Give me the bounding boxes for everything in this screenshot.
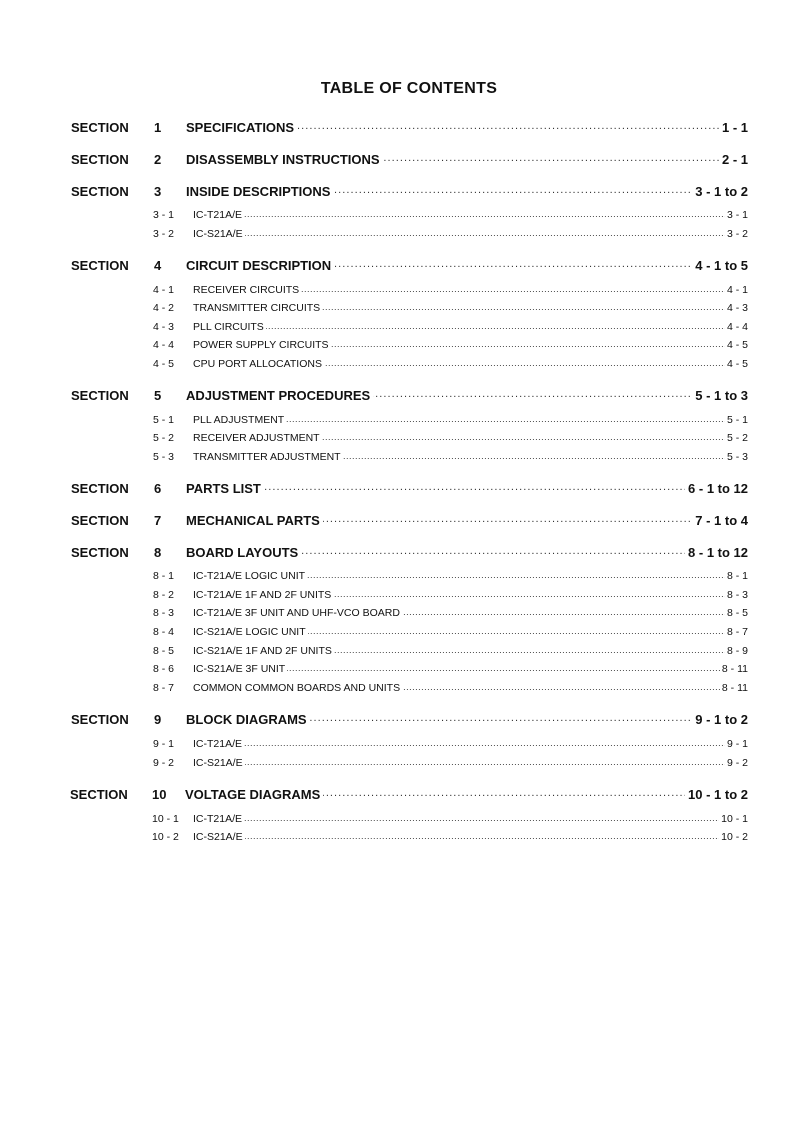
- section-page: 3 - 1 to 2: [692, 184, 748, 199]
- section-label: SECTION: [71, 184, 129, 199]
- subsection-title: IC-T21A/E 1F AND 2F UNITS: [193, 589, 332, 601]
- section-title: DISASSEMBLY INSTRUCTIONS: [186, 152, 383, 167]
- section-number: 6: [154, 481, 162, 496]
- subsection-page: 4 - 5: [726, 339, 748, 351]
- toc-section-8[interactable]: [0, 545, 794, 563]
- subsection-page: 8 - 7: [726, 626, 748, 638]
- subsection-title: COMMON COMMON BOARDS AND UNITS: [193, 682, 401, 694]
- section-number: 7: [154, 513, 162, 528]
- section-page: 6 - 1 to 12: [685, 481, 748, 496]
- subsection-number: 8 - 5: [153, 645, 175, 657]
- section-label: SECTION: [71, 712, 129, 727]
- subsection-title: IC-T21A/E: [193, 738, 243, 750]
- subsection-number: 4 - 4: [153, 339, 175, 351]
- toc-section-10[interactable]: [0, 787, 794, 805]
- subsection-title: RECEIVER ADJUSTMENT: [193, 432, 320, 444]
- subsection-title: TRANSMITTER CIRCUITS: [193, 302, 321, 314]
- section-page: 1 - 1: [719, 120, 748, 135]
- subsection-page: 8 - 11: [721, 682, 748, 694]
- section-page: 5 - 1 to 3: [692, 388, 748, 403]
- section-title: BOARD LAYOUTS: [186, 545, 301, 560]
- subsection-title: IC-T21A/E: [193, 813, 243, 825]
- toc-section-6[interactable]: [0, 481, 794, 499]
- toc-subsection-9-2[interactable]: [0, 757, 794, 772]
- section-label: SECTION: [71, 545, 129, 560]
- section-label: SECTION: [71, 152, 129, 167]
- toc-subsection-8-7[interactable]: [0, 682, 794, 697]
- toc-subsection-8-1[interactable]: [0, 570, 794, 585]
- toc-subsection-9-1[interactable]: [0, 738, 794, 753]
- toc-subsection-8-2[interactable]: [0, 589, 794, 604]
- dot-leader: [193, 321, 748, 331]
- section-page: 2 - 1: [719, 152, 748, 167]
- subsection-number: 9 - 2: [153, 757, 175, 769]
- subsection-page: 8 - 11: [721, 663, 748, 675]
- subsection-page: 8 - 9: [726, 645, 748, 657]
- subsection-page: 10 - 2: [721, 831, 748, 843]
- section-title: CIRCUIT DESCRIPTION: [186, 258, 334, 273]
- toc-subsection-4-1[interactable]: [0, 284, 794, 299]
- toc-subsection-4-2[interactable]: [0, 302, 794, 317]
- section-page: 8 - 1 to 12: [685, 545, 748, 560]
- toc-subsection-8-3[interactable]: [0, 607, 794, 622]
- subsection-number: 9 - 1: [153, 738, 175, 750]
- toc-subsection-3-1[interactable]: [0, 209, 794, 224]
- subsection-title: IC-S21A/E LOGIC UNIT: [193, 626, 306, 638]
- dot-leader: [193, 209, 748, 219]
- subsection-number: 3 - 2: [153, 228, 175, 240]
- subsection-number: 5 - 2: [153, 432, 175, 444]
- subsection-number: 5 - 3: [153, 451, 175, 463]
- dot-leader: [193, 813, 748, 823]
- subsection-page: 3 - 1: [726, 209, 748, 221]
- section-number: 10: [152, 787, 167, 802]
- subsection-number: 3 - 1: [153, 209, 175, 221]
- subsection-page: 10 - 1: [721, 813, 748, 825]
- section-number: 9: [154, 712, 162, 727]
- dot-leader: [193, 228, 748, 238]
- page-title: TABLE OF CONTENTS: [320, 80, 498, 97]
- toc-subsection-4-4[interactable]: [0, 339, 794, 354]
- section-number: 1: [154, 120, 162, 135]
- subsection-page: 9 - 1: [726, 738, 748, 750]
- toc-section-4[interactable]: [0, 258, 794, 276]
- section-page: 4 - 1 to 5: [692, 258, 748, 273]
- subsection-page: 8 - 3: [726, 589, 748, 601]
- section-title: MECHANICAL PARTS: [186, 513, 323, 528]
- subsection-page: 8 - 5: [726, 607, 748, 619]
- subsection-page: 4 - 4: [726, 321, 748, 333]
- subsection-page: 8 - 1: [726, 570, 748, 582]
- section-label: SECTION: [71, 258, 129, 273]
- toc-subsection-8-4[interactable]: [0, 626, 794, 641]
- subsection-page: 5 - 3: [726, 451, 748, 463]
- subsection-number: 8 - 4: [153, 626, 175, 638]
- subsection-number: 10 - 1: [152, 813, 179, 825]
- section-title: ADJUSTMENT PROCEDURES: [186, 388, 373, 403]
- section-page: 7 - 1 to 4: [692, 513, 748, 528]
- section-title: PARTS LIST: [186, 481, 264, 496]
- toc-subsection-5-2[interactable]: [0, 432, 794, 447]
- dot-leader: [193, 831, 748, 841]
- dot-leader: [186, 481, 748, 493]
- subsection-number: 4 - 1: [153, 284, 175, 296]
- subsection-number: 8 - 1: [153, 570, 175, 582]
- toc-section-3[interactable]: [0, 184, 794, 202]
- subsection-title: PLL CIRCUITS: [193, 321, 264, 333]
- subsection-number: 8 - 7: [153, 682, 175, 694]
- section-number: 2: [154, 152, 162, 167]
- subsection-title: TRANSMITTER ADJUSTMENT: [193, 451, 341, 463]
- subsection-title: IC-S21A/E: [193, 228, 243, 240]
- toc-subsection-3-2[interactable]: [0, 228, 794, 243]
- subsection-number: 4 - 5: [153, 358, 175, 370]
- subsection-number: 4 - 3: [153, 321, 175, 333]
- subsection-number: 8 - 3: [153, 607, 175, 619]
- dot-leader: [193, 757, 748, 767]
- section-title: INSIDE DESCRIPTIONS: [186, 184, 333, 199]
- subsection-number: 8 - 6: [153, 663, 175, 675]
- subsection-title: IC-S21A/E: [193, 757, 243, 769]
- subsection-title: IC-T21A/E 3F UNIT AND UHF-VCO BOARD: [193, 607, 400, 619]
- section-title: SPECIFICATIONS: [186, 120, 297, 135]
- toc-subsection-5-1[interactable]: [0, 414, 794, 429]
- toc-subsection-4-3[interactable]: [0, 321, 794, 336]
- section-number: 5: [154, 388, 162, 403]
- toc-subsection-10-1[interactable]: [0, 813, 794, 828]
- toc-subsection-8-5[interactable]: [0, 645, 794, 660]
- section-label: SECTION: [71, 513, 129, 528]
- toc-subsection-8-6[interactable]: [0, 663, 794, 678]
- subsection-page: 4 - 5: [726, 358, 748, 370]
- subsection-title: POWER SUPPLY CIRCUITS: [193, 339, 329, 351]
- subsection-page: 5 - 1: [726, 414, 748, 426]
- section-label: SECTION: [71, 120, 129, 135]
- toc-section-5[interactable]: [0, 388, 794, 406]
- subsection-number: 5 - 1: [153, 414, 175, 426]
- section-label: SECTION: [70, 787, 128, 802]
- toc-section-9[interactable]: [0, 712, 794, 730]
- section-number: 3: [154, 184, 162, 199]
- subsection-number: 4 - 2: [153, 302, 175, 314]
- toc-subsection-10-2[interactable]: [0, 831, 794, 846]
- toc-subsection-5-3[interactable]: [0, 451, 794, 466]
- subsection-title: IC-S21A/E 1F AND 2F UNITS: [193, 645, 332, 657]
- subsection-number: 10 - 2: [152, 831, 179, 843]
- toc-section-2[interactable]: [0, 152, 794, 170]
- dot-leader: [193, 738, 748, 748]
- section-number: 4: [154, 258, 162, 273]
- subsection-number: 8 - 2: [153, 589, 175, 601]
- subsection-title: IC-T21A/E: [193, 209, 243, 221]
- subsection-title: IC-S21A/E: [193, 831, 243, 843]
- section-label: SECTION: [71, 388, 129, 403]
- subsection-title: CPU PORT ALLOCATIONS: [193, 358, 322, 370]
- section-page: 9 - 1 to 2: [692, 712, 748, 727]
- section-label: SECTION: [71, 481, 129, 496]
- section-title: VOLTAGE DIAGRAMS: [185, 787, 323, 802]
- subsection-title: RECEIVER CIRCUITS: [193, 284, 300, 296]
- section-title: BLOCK DIAGRAMS: [186, 712, 310, 727]
- section-page: 10 - 1 to 2: [685, 787, 748, 802]
- subsection-page: 5 - 2: [726, 432, 748, 444]
- subsection-page: 4 - 3: [726, 302, 748, 314]
- section-number: 8: [154, 545, 162, 560]
- subsection-page: 3 - 2: [726, 228, 748, 240]
- subsection-title: IC-S21A/E 3F UNIT: [193, 663, 286, 675]
- toc-section-1[interactable]: [0, 120, 794, 138]
- subsection-page: 4 - 1: [726, 284, 748, 296]
- subsection-title: IC-T21A/E LOGIC UNIT: [193, 570, 306, 582]
- subsection-title: PLL ADJUSTMENT: [193, 414, 285, 426]
- toc-section-7[interactable]: [0, 513, 794, 531]
- subsection-page: 9 - 2: [726, 757, 748, 769]
- toc-subsection-4-5[interactable]: [0, 358, 794, 373]
